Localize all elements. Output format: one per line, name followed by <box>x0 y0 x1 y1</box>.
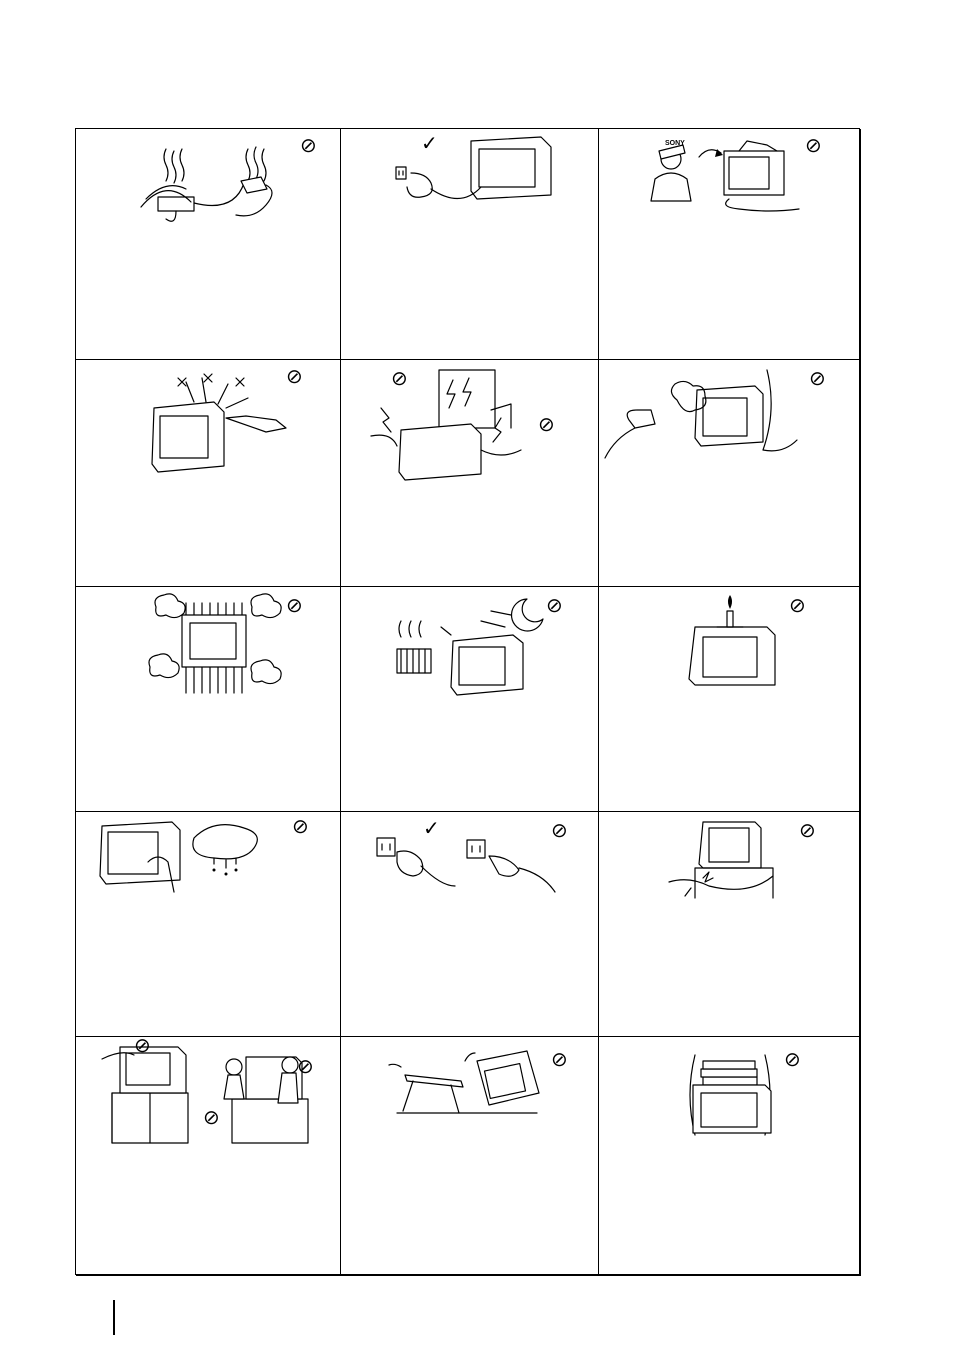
safety-illustration-grid <box>75 128 860 1275</box>
panel-moisture-steam <box>599 360 861 587</box>
candle-illustration <box>599 587 861 812</box>
ventilation-illustration <box>76 587 341 812</box>
prohibited-icon: ⊘ <box>809 368 826 390</box>
prohibited-icon: ⊘ <box>134 1035 151 1057</box>
unplug-illustration <box>341 129 599 360</box>
prohibited-icon: ⊘ <box>292 816 309 838</box>
panel-no-candle-on-tv <box>599 587 861 812</box>
page-margin-bar <box>113 1300 115 1335</box>
objects-inside-illustration <box>76 360 341 587</box>
panel-overloaded-outlets <box>76 129 341 360</box>
unstable-stand-illustration <box>341 1037 599 1276</box>
panel-no-damaged-cord <box>599 812 861 1037</box>
panel-lightning-storm <box>341 360 599 587</box>
steam-illustration <box>599 360 861 587</box>
damaged-cord-illustration <box>599 812 861 1037</box>
panel-no-objects-inside <box>76 360 341 587</box>
cleaning-illustration <box>76 812 341 1037</box>
prohibited-icon-secondary: ⊘ <box>538 414 555 436</box>
prohibited-icon: ⊘ <box>805 135 822 157</box>
prohibited-icon: ⊘ <box>546 595 563 617</box>
panel-unplug-by-plug <box>341 129 599 360</box>
panel-no-objects-on-top <box>599 1037 861 1276</box>
checkmark-icon: ✓ <box>421 133 438 155</box>
prohibited-icon: ⊘ <box>286 366 303 388</box>
prohibited-icon: ⊘ <box>799 820 816 842</box>
checkmark-icon: ✓ <box>423 818 440 840</box>
service-illustration <box>599 129 861 360</box>
prohibited-icon: ⊘ <box>300 135 317 157</box>
objects-on-top-illustration <box>599 1037 861 1276</box>
lightning-illustration <box>341 360 599 587</box>
prohibited-icon-tertiary: ⊘ <box>203 1107 220 1129</box>
heat-illustration <box>341 587 599 812</box>
prohibited-icon: ⊘ <box>551 1049 568 1071</box>
prohibited-icon: ⊘ <box>789 595 806 617</box>
plug-pull-illustration <box>341 812 599 1037</box>
panel-unstable-stand <box>341 1037 599 1276</box>
panel-service-by-sony <box>599 129 861 360</box>
prohibited-icon: ⊘ <box>551 820 568 842</box>
panel-no-blocked-ventilation <box>76 587 341 812</box>
overloaded-outlet-illustration <box>76 129 341 360</box>
prohibited-icon: ⊘ <box>286 595 303 617</box>
panel-pull-plug-not-cord <box>341 812 599 1037</box>
prohibited-icon: ⊘ <box>391 368 408 390</box>
prohibited-icon-secondary: ⊘ <box>297 1056 314 1078</box>
sony-label: SONY <box>665 140 685 147</box>
prohibited-icon: ⊘ <box>784 1049 801 1071</box>
panel-dry-cloth-cleaning <box>76 812 341 1037</box>
panel-no-heat-sun <box>341 587 599 812</box>
panel-no-climbing-children <box>76 1037 341 1276</box>
